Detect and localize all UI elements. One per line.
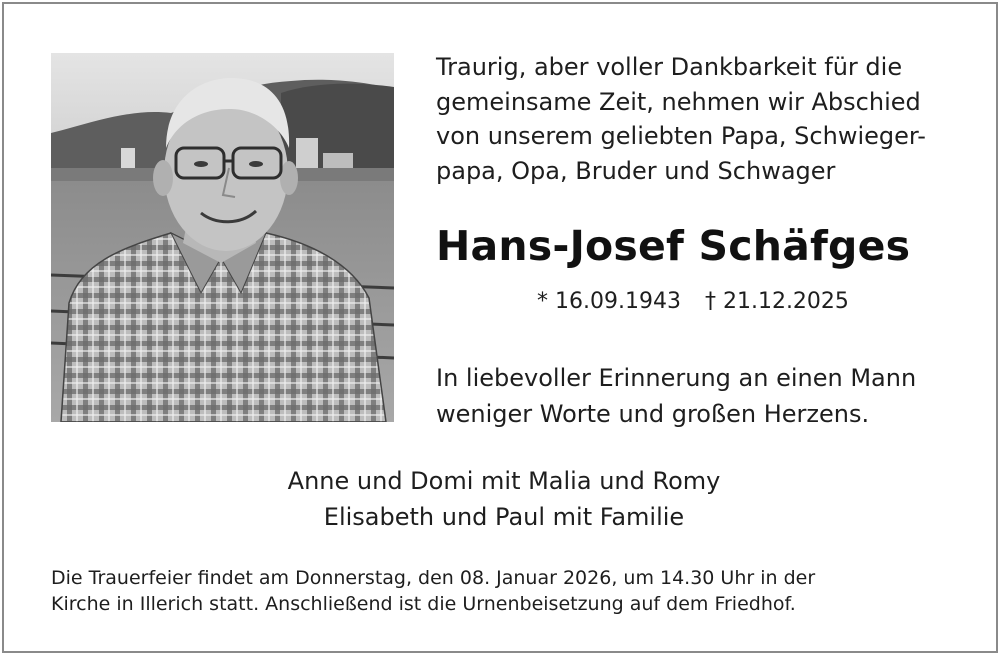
- intro-line: von unserem geliebten Papa, Schwieger-: [436, 122, 926, 150]
- family-line: Anne und Domi mit Malia und Romy: [287, 467, 721, 495]
- intro-line: papa, Opa, Bruder und Schwager: [436, 156, 836, 185]
- death-date: † 21.12.2025: [704, 289, 849, 314]
- memory-line: In liebevoller Erinnerung an einen Mann: [436, 364, 917, 392]
- memory-line: weniger Worte und großen Herzens.: [436, 400, 870, 428]
- deceased-name: Hans-Josef Schäfges: [436, 222, 911, 270]
- family-signatures: [4, 463, 1000, 535]
- ceremony-info: [51, 565, 981, 617]
- obituary-notice: [2, 2, 998, 653]
- memory-text: [436, 360, 976, 432]
- intro-line: Traurig, aber voller Dankbarkeit für die: [436, 53, 903, 81]
- birth-date: * 16.09.1943: [537, 289, 681, 314]
- intro-line: gemeinsame Zeit, nehmen wir Abschied: [436, 87, 921, 116]
- intro-text: [436, 50, 976, 188]
- portrait-photo: [51, 53, 394, 422]
- family-line: Elisabeth und Paul mit Familie: [323, 503, 685, 531]
- ceremony-line: Kirche in Illerich statt. Anschließend ist die Urnenbeisetzung auf dem Friedhof.: [51, 593, 796, 615]
- ceremony-line: Die Trauerfeier findet am Donnerstag, den 08. Januar 2026, um 14.30 Uhr in der: [51, 567, 816, 589]
- life-dates: [537, 289, 849, 314]
